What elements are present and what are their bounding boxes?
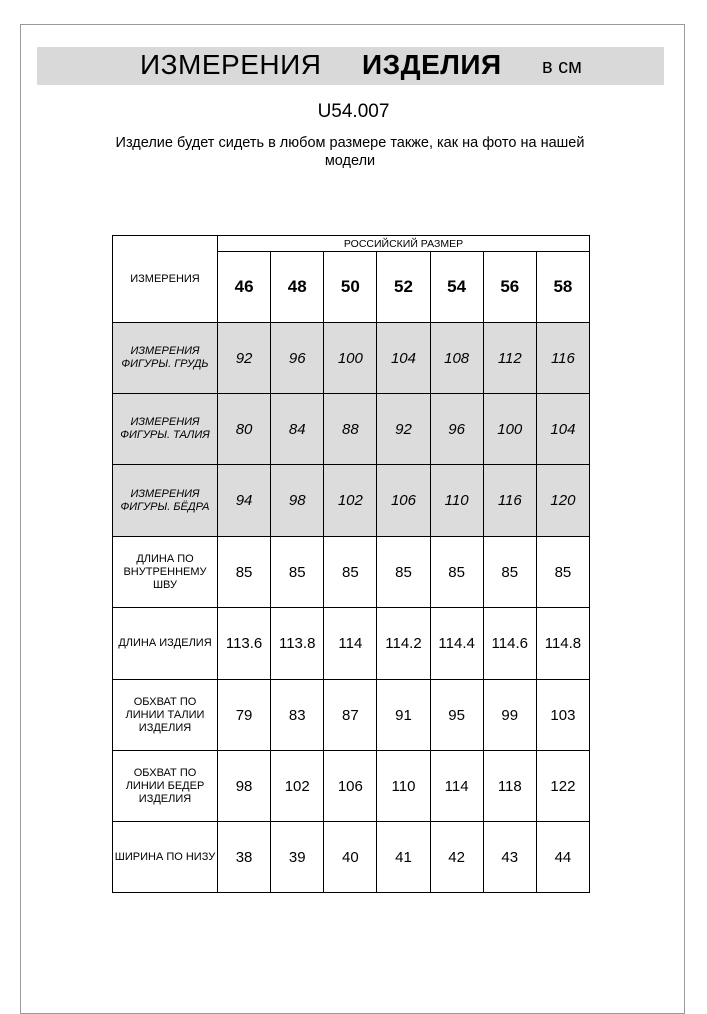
value-cell: 98 [271, 465, 324, 537]
value-cell: 114.2 [377, 608, 430, 680]
value-cell: 85 [218, 537, 271, 608]
value-cell: 94 [218, 465, 271, 537]
value-cell: 92 [377, 394, 430, 465]
value-cell: 96 [430, 394, 483, 465]
value-cell: 79 [218, 680, 271, 751]
value-cell: 114.4 [430, 608, 483, 680]
value-cell: 113.6 [218, 608, 271, 680]
value-cell: 114.6 [483, 608, 536, 680]
value-cell: 44 [536, 822, 589, 893]
value-cell: 112 [483, 323, 536, 394]
measurements-header: ИЗМЕРЕНИЯ [113, 236, 218, 323]
value-cell: 43 [483, 822, 536, 893]
value-cell: 118 [483, 751, 536, 822]
size-header-cell: 50 [324, 252, 377, 323]
row-label: ШИРИНА ПО НИЗУ [113, 822, 218, 893]
row-label: ОБХВАТ ПО ЛИНИИ БЕДЕР ИЗДЕЛИЯ [113, 751, 218, 822]
value-cell: 116 [536, 323, 589, 394]
value-cell: 85 [271, 537, 324, 608]
value-cell: 114 [324, 608, 377, 680]
value-cell: 100 [324, 323, 377, 394]
table-row [113, 537, 590, 608]
value-cell: 100 [483, 394, 536, 465]
size-header-cell: 56 [483, 252, 536, 323]
value-cell: 106 [324, 751, 377, 822]
row-label: ДЛИНА ИЗДЕЛИЯ [113, 608, 218, 680]
value-cell: 99 [483, 680, 536, 751]
value-cell: 96 [271, 323, 324, 394]
value-cell: 98 [218, 751, 271, 822]
article-number: U54.007 [317, 101, 390, 122]
value-cell: 85 [430, 537, 483, 608]
value-cell: 41 [377, 822, 430, 893]
value-cell: 87 [324, 680, 377, 751]
size-header-cell: 54 [430, 252, 483, 323]
header-unit: в см [542, 56, 582, 78]
value-cell: 104 [536, 394, 589, 465]
value-cell: 102 [271, 751, 324, 822]
value-cell: 80 [218, 394, 271, 465]
russian-size-header: РОССИЙСКИЙ РАЗМЕР [218, 236, 590, 252]
fit-note: Изделие будет сидеть в любом размере также, как на фото на нашей модели [115, 135, 585, 169]
value-cell: 113.8 [271, 608, 324, 680]
value-cell: 38 [218, 822, 271, 893]
value-cell: 120 [536, 465, 589, 537]
value-cell: 92 [218, 323, 271, 394]
size-table [112, 235, 590, 893]
value-cell: 42 [430, 822, 483, 893]
header-title-measurements: ИЗМЕРЕНИЯ [140, 49, 322, 80]
table-row [113, 680, 590, 751]
value-cell: 95 [430, 680, 483, 751]
value-cell: 110 [377, 751, 430, 822]
size-header-cell: 52 [377, 252, 430, 323]
value-cell: 84 [271, 394, 324, 465]
table-row [113, 751, 590, 822]
value-cell: 104 [377, 323, 430, 394]
value-cell: 83 [271, 680, 324, 751]
value-cell: 114.8 [536, 608, 589, 680]
value-cell: 88 [324, 394, 377, 465]
table-row [113, 822, 590, 893]
value-cell: 114 [430, 751, 483, 822]
row-label: ОБХВАТ ПО ЛИНИИ ТАЛИИ ИЗДЕЛИЯ [113, 680, 218, 751]
value-cell: 103 [536, 680, 589, 751]
value-cell: 85 [377, 537, 430, 608]
value-cell: 39 [271, 822, 324, 893]
value-cell: 102 [324, 465, 377, 537]
row-label: ИЗМЕРЕНИЯ ФИГУРЫ. ТАЛИЯ [113, 394, 218, 465]
row-label: ДЛИНА ПО ВНУТРЕННЕМУ ШВУ [113, 537, 218, 608]
value-cell: 122 [536, 751, 589, 822]
table-row [113, 465, 590, 537]
size-header-cell: 58 [536, 252, 589, 323]
value-cell: 108 [430, 323, 483, 394]
table-row [113, 394, 590, 465]
row-label: ИЗМЕРЕНИЯ ФИГУРЫ. БЁДРА [113, 465, 218, 537]
header-title-product: ИЗДЕЛИЯ [362, 49, 502, 80]
row-label: ИЗМЕРЕНИЯ ФИГУРЫ. ГРУДЬ [113, 323, 218, 394]
value-cell: 91 [377, 680, 430, 751]
value-cell: 40 [324, 822, 377, 893]
size-header-cell: 46 [218, 252, 271, 323]
table-row [113, 608, 590, 680]
value-cell: 85 [324, 537, 377, 608]
value-cell: 116 [483, 465, 536, 537]
size-header-cell: 48 [271, 252, 324, 323]
value-cell: 85 [536, 537, 589, 608]
table-row [113, 323, 590, 394]
value-cell: 85 [483, 537, 536, 608]
value-cell: 110 [430, 465, 483, 537]
value-cell: 106 [377, 465, 430, 537]
